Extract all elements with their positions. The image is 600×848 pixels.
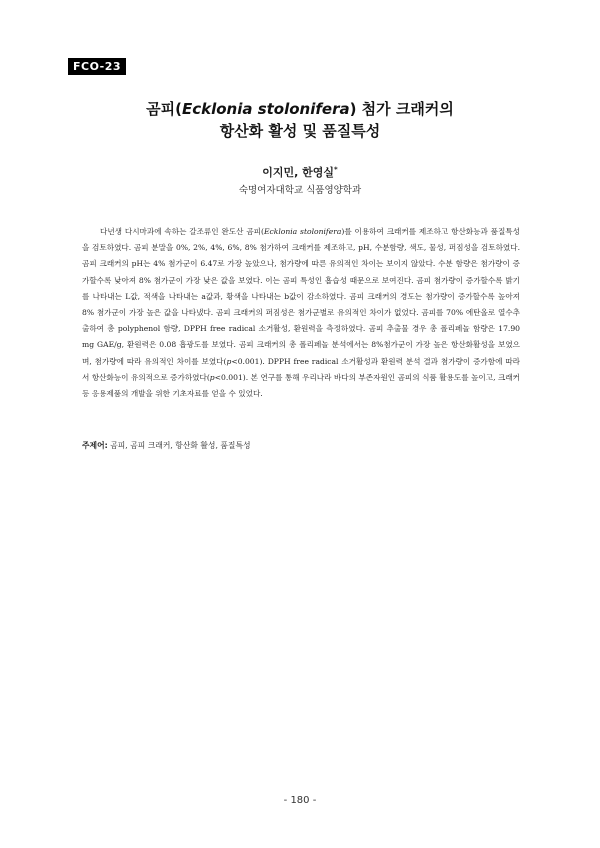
abstract-p-symbol: p	[226, 356, 232, 366]
abstract-text: <0.001). DPPH free radical 소거활성과 환원력 분석 결과 첨가량이 증가함에 따라서 항산화능이 유의적으로 증가하였다(	[82, 356, 520, 382]
title-species-name: Ecklonia stolonifera	[181, 100, 350, 118]
author-names: 이지민, 한영실	[262, 166, 335, 179]
keywords-line	[82, 440, 520, 451]
author-affiliation: 숙명여자대학교 식품영양학과	[238, 185, 362, 196]
abstract-p-symbol: p	[209, 372, 215, 382]
page-number: - 180 -	[283, 795, 317, 806]
author-list	[0, 164, 600, 180]
abstract-text: )를 이용하여 크래커를 제조하고 항산화능과 품질특성을 검토하였다. 곰피 분말을 0%, 2%, 4%, 6%, 8% 첨가하여 크래커를 제조하고, pH, 수분함량, 색도, 물성, 퍼짐성을 검토하였다. 곰피 크래커의 pH는 4% 첨가군이 6.47로 가장 높았으나, 첨가량에 따른 유의적인 차이는 보이지 않았다. 수분 함량은 첨가량이 증가할수록 낮아져 8% 첨가군이 가장 낮은 값을 보였다. 이는 곰피 특성인 흡습성 때문으로 보여진다. 곰피 첨가량이 증가할수록 밝기를 나타내는 L값, 적색을 나타내는 a값과, 황색을 나타내는 b값이 감소하였다. 곰피 크래커의 경도는 첨가량이 증가할수록 높아져 8% 첨가군이 가장 높은 값을 나타냈다. 곰피 크래커의 퍼짐성은 첨가군별로 유의적인 차이가 없었다. 곰피를 70% 에탄올로 열수추출하여 총 polyphenol 함량, DPPH free radical 소거활성, 환원력을 측정하였다. 곰피 추출물 경우 총 폴리페놀 함량은 17.90 mg GAE/g, 환원력은 0.08 흡광도를 보였다. 곰피 크래커의 총 폴리페놀 분석에서는 8%첨가군이 가장 높은 항산화활성을 보였으며, 첨가량에 따라 유의적인 차이를 보였다(	[82, 227, 520, 366]
abstract-text: 다년생 다시마과에 속하는 갈조류인 완도산 곰피(	[100, 227, 264, 236]
paper-title-line1	[0, 98, 600, 119]
abstract-species-name: Ecklonia stolonifera	[263, 227, 342, 236]
keywords-text: 곰피, 곰피 크래커, 항산화 활성, 품질특성	[107, 441, 251, 450]
abstract-body	[82, 224, 520, 402]
session-code-badge: FCO-23	[68, 58, 126, 75]
title-prefix: 곰피(	[146, 100, 182, 118]
title-suffix: ) 첨가 크래커의	[349, 100, 454, 118]
abstract-text: <0.001). 본 연구를 통해 우리나라 바다의 부존자원인 곰피의 식품 활용도를 높이고, 크래커 등 응용제품의 개발을 위한 기초자료를 얻을 수 있었다.	[82, 372, 520, 399]
paper-title-line2: 항산화 활성 및 품질특성	[219, 122, 381, 140]
keywords-label: 주제어:	[82, 441, 108, 450]
corresponding-author-mark: *	[334, 165, 338, 174]
